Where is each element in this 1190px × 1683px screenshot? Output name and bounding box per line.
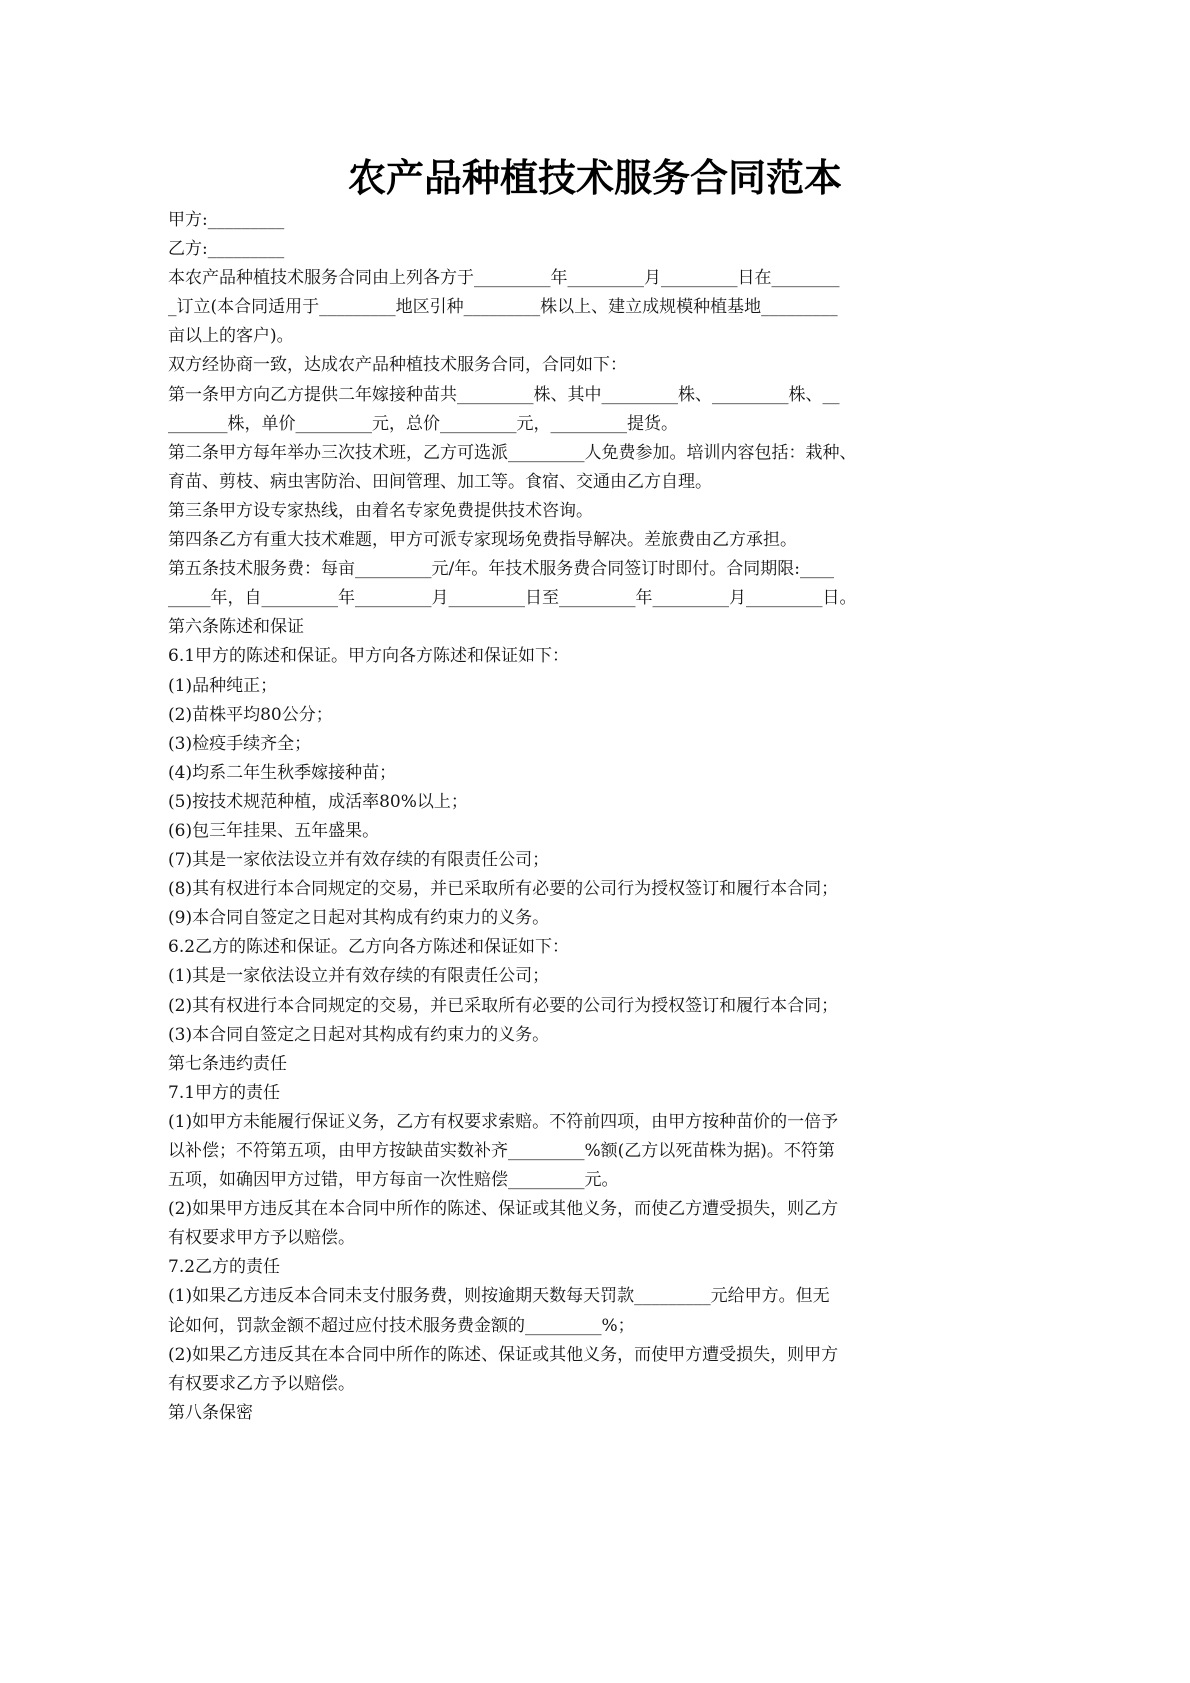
list-item: (1)品种纯正； [168,675,278,696]
article-1-line-1: 第一条甲方向乙方提供二年嫁接种苗共_________株、其中_________株、_________株、__ [168,384,840,405]
article-3: 第三条甲方设专家热线，由着名专家免费提供技术咨询。 [168,500,593,521]
article-5-line-2: _____年，自_________年_________月_________日至_________年_________月_________日。 [168,588,857,609]
section-7-1-item-2-line-1: (2)如果甲方违反其在本合同中所作的陈述、保证或其他义务，而使乙方遭受损失，则乙方 [168,1199,839,1220]
article-1-line-2: _______株，单价_________元，总价_________元，_________提货。 [168,413,678,434]
section-7-2-item-2-line-1: (2)如果乙方违反其在本合同中所作的陈述、保证或其他义务，而使甲方遭受损失，则甲方 [168,1344,839,1365]
section-6-2-heading: 6.2乙方的陈述和保证。乙方向各方陈述和保证如下： [168,937,570,958]
section-7-2-heading: 7.2乙方的责任 [168,1257,281,1278]
list-item: (2)其有权进行本合同规定的交易，并已采取所有必要的公司行为授权签订和履行本合同； [168,995,839,1016]
article-5-line-1: 第五条技术服务费：每亩_________元/年。年技术服务费合同签订时即付。合同期限:____ [168,559,834,580]
document-body [168,206,944,1428]
list-item: (1)其是一家依法设立并有效存续的有限责任公司； [168,966,550,987]
article-4: 第四条乙方有重大技术难题，甲方可派专家现场免费指导解决。差旅费由乙方承担。 [168,530,797,551]
list-item: (5)按技术规范种植，成活率80%以上； [168,791,468,812]
party-b-line: 乙方:_________ [168,239,285,260]
section-7-1-item-2-line-2: 有权要求甲方予以赔偿。 [168,1228,355,1249]
article-2-line-1: 第二条甲方每年举办三次技术班，乙方可选派_________人免费参加。培训内容包括：栽种、 [168,442,857,463]
list-item: (9)本合同自签定之日起对其构成有约束力的义务。 [168,908,550,929]
section-7-1-heading: 7.1甲方的责任 [168,1082,281,1103]
section-7-1-item-1-line-3: 五项，如确因甲方过错，甲方每亩一次性赔偿_________元。 [168,1170,619,1191]
article-6-heading: 第六条陈述和保证 [168,617,304,638]
article-7-heading: 第七条违约责任 [168,1053,287,1074]
section-7-2-item-1-line-2: 论如何，罚款金额不超过应付技术服务费金额的_________%； [168,1315,635,1336]
list-item: (2)苗株平均80公分； [168,704,333,725]
list-item: (3)检疫手续齐全； [168,733,312,754]
list-item: (7)其是一家依法设立并有效存续的有限责任公司； [168,850,550,871]
section-7-1-item-1-line-1: (1)如甲方未能履行保证义务，乙方有权要求索赔。不符前四项，由甲方按种苗价的一倍予 [168,1111,839,1132]
section-7-2-item-1-line-1: (1)如果乙方违反本合同未支付服务费，则按逾期天数每天罚款_________元给甲方。但无 [168,1286,830,1307]
article-2-line-2: 育苗、剪枝、病虫害防治、田间管理、加工等。食宿、交通由乙方自理。 [168,471,712,492]
document-title: 农产品种植技术服务合同范本 [347,156,842,200]
list-item: (8)其有权进行本合同规定的交易，并已采取所有必要的公司行为授权签订和履行本合同； [168,879,839,900]
article-8-heading: 第八条保密 [168,1402,253,1423]
preamble-line-1: 本农产品种植技术服务合同由上列各方于_________年_________月_________日在________ [168,268,840,289]
preamble-line-2: _订立(本合同适用于_________地区引种_________株以上、建立成规模种植基地_________ [168,297,838,318]
list-item: (3)本合同自签定之日起对其构成有约束力的义务。 [168,1024,550,1045]
section-7-1-item-1-line-2: 以补偿；不符第五项，由甲方按缺苗实数补齐_________%额(乙方以死苗株为据)。不符第 [168,1141,835,1161]
agreement-intro: 双方经协商一致，达成农产品种植技术服务合同，合同如下： [168,355,627,376]
section-6-1-heading: 6.1甲方的陈述和保证。甲方向各方陈述和保证如下： [168,646,570,667]
party-a-line: 甲方:_________ [168,210,285,230]
section-7-2-item-2-line-2: 有权要求乙方予以赔偿。 [168,1373,355,1394]
preamble-line-3: 亩以上的客户)。 [168,326,294,347]
list-item: (6)包三年挂果、五年盛果。 [168,820,380,841]
list-item: (4)均系二年生秋季嫁接种苗； [168,762,397,783]
